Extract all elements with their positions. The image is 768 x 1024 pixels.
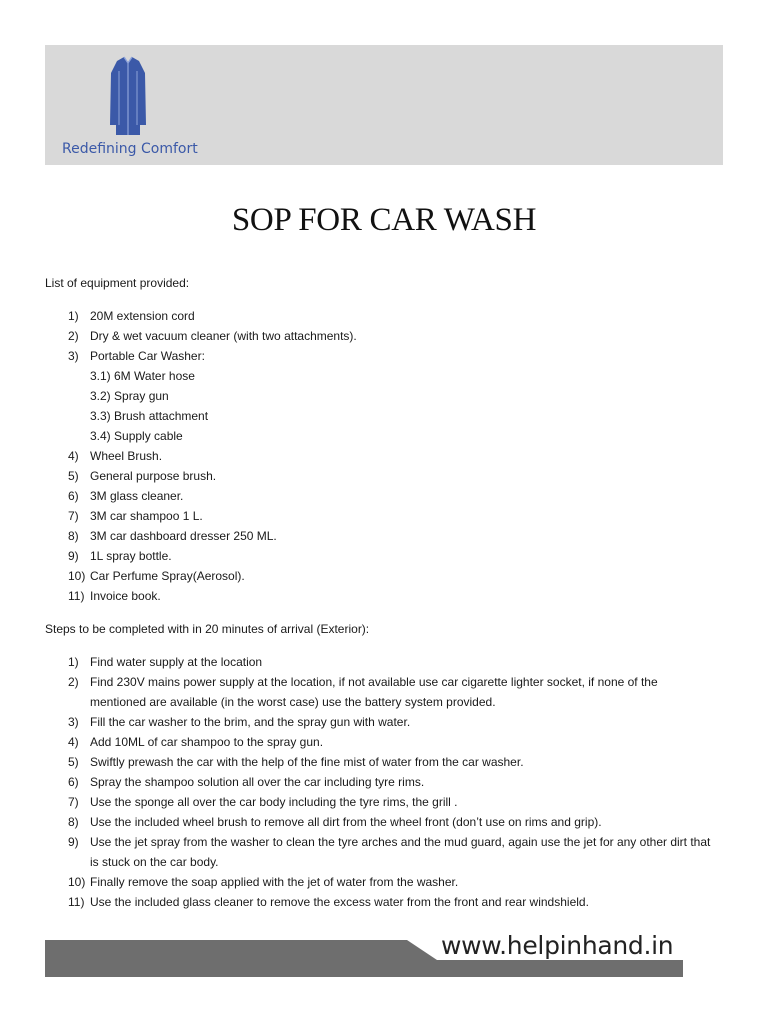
steps-list: [45, 652, 715, 912]
page-title: SOP FOR CAR WASH: [231, 202, 537, 238]
list-item: [45, 326, 715, 346]
list-item: [45, 772, 715, 792]
list-item-text: Dry & wet vacuum cleaner (with two attachments).: [90, 329, 357, 343]
list-item-text: 3M glass cleaner.: [90, 489, 184, 503]
list-item: [45, 446, 715, 466]
list-item-text: Use the included wheel brush to remove all dirt from the wheel front (don’t use on rims and grip).: [90, 815, 602, 829]
list-item-text: Find water supply at the location: [90, 655, 263, 669]
list-item: [45, 346, 715, 446]
list-item-text: Wheel Brush.: [90, 449, 163, 463]
list-item-number: 7): [68, 795, 79, 809]
list-item-text: 20M extension cord: [90, 309, 195, 323]
list-item: [45, 732, 715, 752]
list-item-text: Use the sponge all over the car body including the tyre rims, the grill .: [90, 795, 458, 809]
list-item: [45, 586, 715, 606]
list-item: [45, 872, 715, 892]
list-item-number: 11): [68, 589, 85, 603]
list-item-text: Add 10ML of car shampoo to the spray gun.: [90, 735, 324, 749]
equipment-list-label: List of equipment provided:: [45, 276, 190, 290]
list-item-number: 3): [68, 715, 79, 729]
list-item: [45, 486, 715, 506]
list-item-text: Invoice book.: [90, 589, 161, 603]
list-item-text: 3M car shampoo 1 L.: [90, 509, 203, 523]
list-item-text: Use the jet spray from the washer to clean the tyre arches and the mud guard, again use the jet for any other dirt that is stuck on the car body.: [90, 835, 711, 869]
list-item-text: Car Perfume Spray(Aerosol).: [90, 569, 245, 583]
list-subitem: 3.3) Brush attachment: [90, 409, 209, 423]
list-item-number: 1): [68, 655, 79, 669]
footer-website-link[interactable]: www.helpinhand.in: [441, 931, 674, 960]
list-item: [45, 752, 715, 772]
list-item-number: 10): [68, 569, 86, 583]
list-subitem: 3.4) Supply cable: [90, 429, 183, 443]
list-item-number: 7): [68, 509, 79, 523]
equipment-list: [45, 306, 715, 606]
list-item: [45, 466, 715, 486]
list-item-text: General purpose brush.: [90, 469, 217, 483]
list-item: [45, 832, 715, 872]
list-item-number: 5): [68, 755, 79, 769]
list-item: [45, 792, 715, 812]
list-item-text: Use the included glass cleaner to remove the excess water from the front and rear windshield.: [90, 895, 589, 909]
list-item: [45, 892, 715, 912]
list-item-text: Swiftly prewash the car with the help of the fine mist of water from the car washer.: [90, 755, 524, 769]
coat-logo-icon: [107, 55, 149, 143]
list-subitem: 3.2) Spray gun: [90, 389, 169, 403]
list-item-number: 6): [68, 775, 79, 789]
list-item-text: 3M car dashboard dresser 250 ML.: [90, 529, 277, 543]
list-item-number: 9): [68, 549, 79, 563]
list-item-number: 8): [68, 529, 79, 543]
list-item: [45, 812, 715, 832]
list-item-text: Portable Car Washer:: [90, 349, 205, 363]
list-item-number: 2): [68, 329, 79, 343]
list-item-number: 2): [68, 675, 79, 689]
list-item: [45, 566, 715, 586]
list-item: [45, 526, 715, 546]
list-item-number: 9): [68, 835, 79, 849]
list-item-number: 8): [68, 815, 79, 829]
list-item-number: 11): [68, 895, 85, 909]
list-item-number: 6): [68, 489, 79, 503]
list-subitem: 3.1) 6M Water hose: [90, 369, 195, 383]
list-item-number: 10): [68, 875, 86, 889]
list-item-text: 1L spray bottle.: [90, 549, 172, 563]
header-band: [45, 45, 723, 165]
list-item-number: 4): [68, 735, 79, 749]
list-item-number: 5): [68, 469, 79, 483]
list-item-number: 1): [68, 309, 79, 323]
list-item: [45, 506, 715, 526]
steps-list-label: Steps to be completed with in 20 minutes of arrival (Exterior):: [45, 622, 370, 636]
list-item-text: Finally remove the soap applied with the jet of water from the washer.: [90, 875, 459, 889]
list-item: [45, 712, 715, 732]
logo-tagline: Redefining Comfort: [62, 141, 198, 157]
list-item-number: 4): [68, 449, 79, 463]
list-item-number: 3): [68, 349, 79, 363]
list-item-text: Find 230V mains power supply at the location, if not available use car cigarette lighter socket, if none of the mentioned are available (in the worst case) use the battery system provided.: [90, 675, 658, 709]
list-item-text: Fill the car washer to the brim, and the spray gun with water.: [90, 715, 411, 729]
list-item: [45, 672, 715, 712]
list-item: [45, 652, 715, 672]
list-item: [45, 306, 715, 326]
list-item-text: Spray the shampoo solution all over the car including tyre rims.: [90, 775, 425, 789]
list-item: [45, 546, 715, 566]
